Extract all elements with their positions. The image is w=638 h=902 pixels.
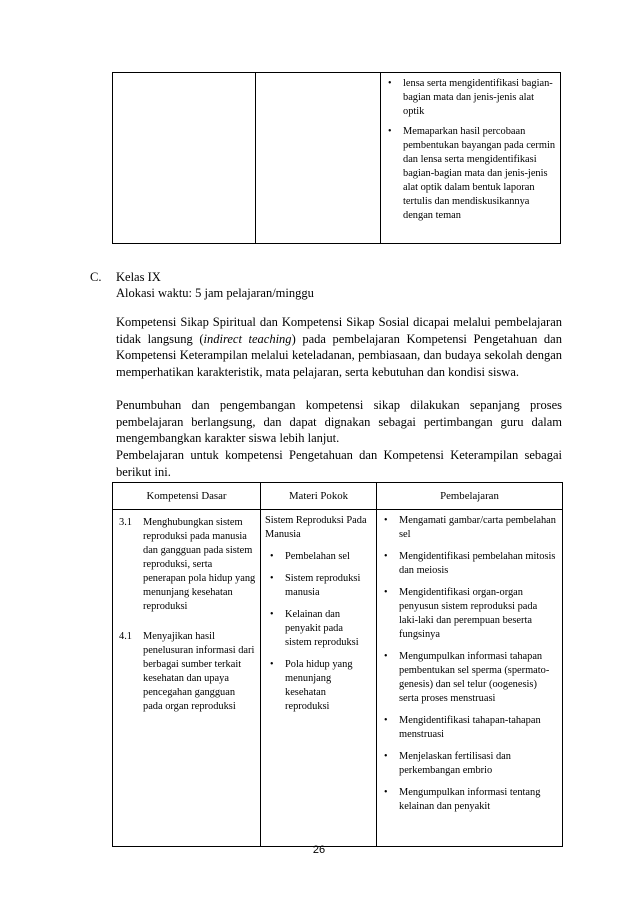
pembelajaran-cell: [377, 510, 563, 847]
list-item: • Mengamati gambar/carta pembelahan sel: [379, 514, 558, 542]
continued-table: [112, 72, 561, 244]
header-kompetensi-dasar: Kompetensi Dasar: [113, 483, 261, 510]
list-item: • Kelainan dan penyakit pada sistem reproduksi: [265, 608, 372, 650]
paragraph-2: Penumbuhan dan pengembangan kompetensi sikap dilakukan sepanjang proses pembelajaran berlangsung, dan dapat dignakan sebagai pertimbangan guru dalam mengembangkan karakter siswa lebih lanjut.: [116, 398, 562, 445]
list-item: • Pembelahan sel: [265, 550, 372, 564]
kd-item: 3.1 Menghubungkan sistem reproduksi pada manusia dan gangguan pada sistem reproduksi, serta penerapan pola hidup yang menunjang kesehatan reproduksi: [119, 517, 256, 612]
list-item: • Mengumpulkan informasi tentang kelainan dan penyakit: [379, 786, 558, 814]
paragraph-3: Pembelajaran untuk kompetensi Pengetahuan dan Kompetensi Keterampilan sebagai berikut ini.: [116, 448, 562, 479]
list-item: • Mengidentifikasi pembelahan mitosis dan meiosis: [379, 550, 558, 578]
list-item: • Pola hidup yang menunjang kesehatan reproduksi: [265, 658, 372, 714]
empty-cell-1: [113, 73, 256, 244]
paragraph-1: Kompetensi Sikap Spiritual dan Kompetensi Sikap Sosial dicapai melalui pembelajaran tidak langsung (indirect teaching) pada pembelajaran Kompetensi Pengetahuan dan Kompetensi Keterampilan melalui keteladanan, pembiasaan, dan budaya sekolah dengan memperhatikan karakteristik, mata pelajaran, serta kebutuhan dan kondisi siswa.: [116, 315, 562, 379]
competency-table: [112, 482, 563, 847]
header-materi-pokok: Materi Pokok: [261, 483, 377, 510]
list-item: • Menjelaskan fertilisasi dan perkembangan embrio: [379, 750, 558, 778]
materi-title: Sistem Reproduksi Pada Manusia: [265, 515, 367, 540]
list-item: • Mengumpulkan informasi tahapan pembentukan sel sperma (spermato-genesis) dan sel telur (oogenesis) serta proses menstruasi: [379, 650, 558, 706]
list-item: • Sistem reproduksi manusia: [265, 572, 372, 600]
learning-cell: [381, 73, 561, 244]
section-letter: C.: [90, 270, 102, 284]
time-allocation: Alokasi waktu: 5 jam pelajaran/minggu: [116, 286, 314, 300]
page-number: 26: [312, 844, 326, 856]
kd-cell: [113, 510, 261, 847]
kd-item: 4.1 Menyajikan hasil penelusuran informasi dari berbagai sumber terkait kesehatan dan upaya pencegahan gangguan pada organ reproduksi: [119, 631, 255, 712]
continued-text: • lensa serta mengidentifikasi bagian-bagian mata dan jenis-jenis alat optik: [383, 77, 556, 119]
list-item: • Memaparkan hasil percobaan pembentukan bayangan pada cermin dan lensa serta mengidentifikasi bagian-bagian mata dan jenis-jenis alat optik dalam bentuk laporan tertulis dan mendiskusikannya dengan teman: [383, 125, 556, 223]
list-item: • Mengidentifikasi organ-organ penyusun sistem reproduksi pada laki-laki dan perempuan beserta fungsinya: [379, 586, 558, 642]
list-item: • Mengidentifikasi tahapan-tahapan menstruasi: [379, 714, 558, 742]
materi-cell: [261, 510, 377, 847]
empty-cell-2: [256, 73, 381, 244]
header-pembelajaran: Pembelajaran: [377, 483, 563, 510]
section-title: Kelas IX: [116, 270, 161, 284]
